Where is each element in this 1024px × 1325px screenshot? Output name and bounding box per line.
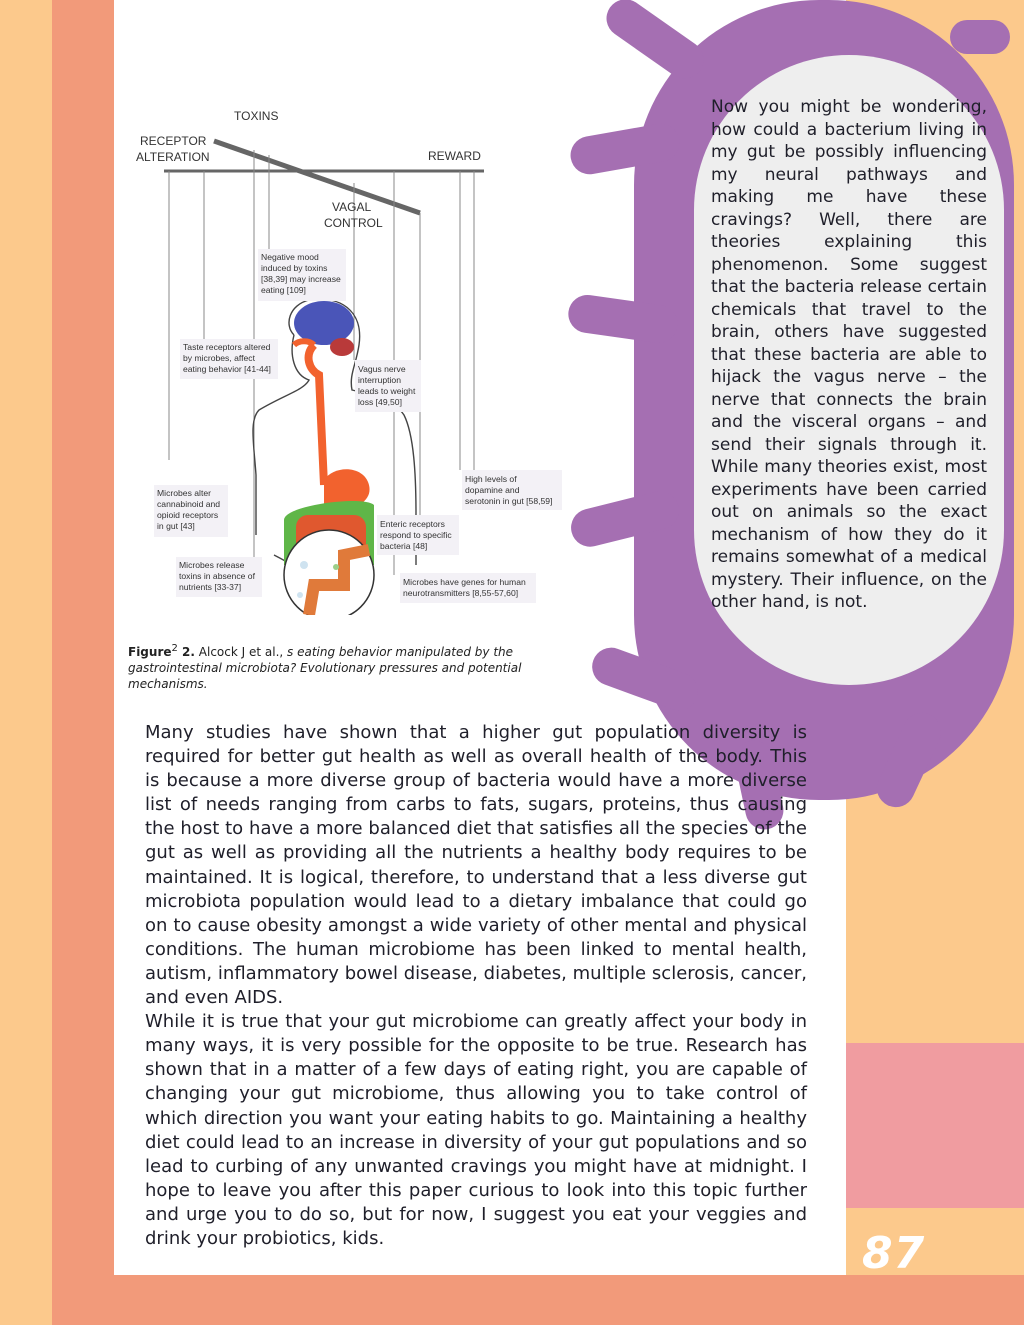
svg-text:serotonin in gut [58,59]: serotonin in gut [58,59] (465, 496, 553, 506)
svg-text:Microbes alter: Microbes alter (157, 488, 211, 498)
caption-authors: Alcock J et al., (194, 645, 288, 659)
note-negative-mood (258, 249, 346, 301)
note-dopamine (462, 470, 562, 510)
svg-text:Negative mood: Negative mood (261, 252, 319, 262)
svg-text:[38,39] may increase: [38,39] may increase (261, 274, 341, 284)
svg-text:bacteria [48]: bacteria [48] (380, 541, 428, 551)
page-number: 87 (862, 1228, 926, 1279)
svg-text:eating [109]: eating [109] (261, 285, 306, 295)
control-label: CONTROL (324, 216, 383, 230)
svg-text:neurotransmitters [8,55-57,60]: neurotransmitters [8,55-57,60] (403, 588, 519, 598)
svg-text:nutrients [33-37]: nutrients [33-37] (179, 582, 242, 592)
left-salmon-stripe (52, 0, 114, 1325)
note-genes (400, 573, 536, 603)
svg-text:Microbes have genes for human: Microbes have genes for human (403, 577, 526, 587)
right-pink-block (846, 1043, 1024, 1208)
svg-text:loss [49,50]: loss [49,50] (358, 397, 402, 407)
svg-text:eating behavior [41-44]: eating behavior [41-44] (183, 364, 271, 374)
svg-text:High levels of: High levels of (465, 474, 517, 484)
esophagus-illustration (309, 345, 324, 485)
sidebar-text: Now you might be wondering, how could a bacterium living in my gut be possibly influencing my neural pathways and making me have these cravings? Well, there are theories explaining this phenomenon. Some suggest that the bacteria release certain chemicals that travel to the brain, others have suggested that these bacteria are able to hijack the vagus nerve – the nerve that connects the brain and the visceral organs – and send their signals through it. While many theories exist, most experiments have been carried out on animals so the exact mechanism of how they do it remains somewhat of a medical mystery. Their influence, on the other hand, is not. (711, 97, 987, 612)
caption-number: 2. (177, 645, 195, 659)
svg-text:in gut [43]: in gut [43] (157, 521, 195, 531)
bottom-salmon-band (52, 1275, 1024, 1325)
figure-caption (128, 641, 598, 692)
svg-text:induced by toxins: induced by toxins (261, 263, 328, 273)
svg-text:dopamine and: dopamine and (465, 485, 520, 495)
toxins-label: TOXINS (234, 109, 279, 123)
main-article-text (145, 721, 807, 1251)
note-taste-receptors (180, 339, 278, 379)
main-paragraph-2: While it is true that your gut microbiome can greatly affect your body in many ways, it is very possible for the opposite to be true. Research has shown that in a matter of a few days of eating right, you are capable of changing your gut microbiome, thus allowing you to take control of which direction you want your eating habits to go. Maintaining a healthy diet could lead to an increase in diversity of your gut populations and so lead to curbing of any unwanted cravings you might have at midnight. I hope to leave you after this paper curious to look into this topic further and urge you to do so, but for now, I suggest you eat your veggies and drink your probiotics, kids. (145, 1011, 807, 1249)
svg-text:leads to weight: leads to weight (358, 386, 416, 396)
svg-text:toxins in absence of: toxins in absence of (179, 571, 255, 581)
reward-label: REWARD (428, 149, 481, 163)
left-peach-stripe (0, 0, 52, 1325)
zoom-circle (284, 530, 374, 615)
note-cannabinoid (154, 485, 228, 537)
svg-text:opioid receptors: opioid receptors (157, 510, 219, 520)
caption-title: s eating behavior manipulated by the gastrointestinal microbiota? Evolutionary pressures and potential mechanisms. (128, 645, 522, 691)
caption-sup: 2 (171, 643, 178, 654)
note-enteric (377, 515, 459, 555)
vagal-label: VAGAL (332, 200, 372, 214)
svg-text:respond to specific: respond to specific (380, 530, 452, 540)
svg-text:cannabinoid and: cannabinoid and (157, 499, 221, 509)
toxins-vagal-beam (214, 141, 420, 213)
note-vagus-nerve (355, 360, 421, 412)
svg-text:Enteric receptors: Enteric receptors (380, 519, 445, 529)
receptor-label: RECEPTOR (140, 134, 207, 148)
caption-label: Figure (128, 645, 172, 659)
svg-text:Taste receptors altered: Taste receptors altered (183, 342, 271, 352)
gut-brain-figure (124, 95, 584, 615)
alteration-label: ALTERATION (136, 150, 210, 164)
svg-text:interruption: interruption (358, 375, 401, 385)
svg-text:by microbes, affect: by microbes, affect (183, 353, 255, 363)
note-toxins-release (176, 557, 262, 597)
main-paragraph-1: Many studies have shown that a higher gut population diversity is required for better gut health as well as overall health of the body. This is because a more diverse group of bacteria would have a more diverse list of needs ranging from carbs to fats, sugars, proteins, thus causing the host to have a more balanced diet that satisfies all the species of the gut as well as providing all the nutrients a healthy body requires to be maintained. It is logical, therefore, to understand that a less diverse gut microbiota population would lead to a dietary imbalance that could go on to cause obesity amongst a wide variety of other mental and physical conditions. The human microbiome has been linked to mental health, autism, inflammatory bowel disease, diabetes, multiple sclerosis, cancer, and even AIDS. (145, 722, 807, 1009)
svg-text:Vagus nerve: Vagus nerve (358, 364, 406, 374)
svg-text:Microbes release: Microbes release (179, 560, 245, 570)
